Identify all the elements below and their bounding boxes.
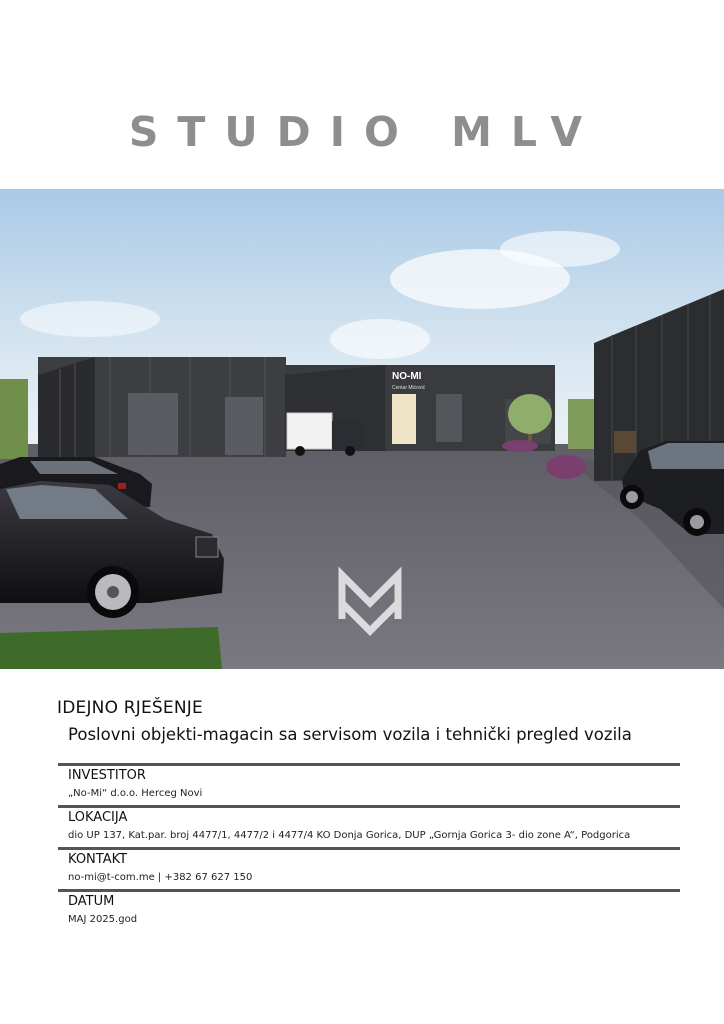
lawn — [0, 627, 222, 669]
datum-label: DATUM — [68, 894, 115, 909]
project-subtitle: Poslovni objekti-magacin sa servisom vozila i tehnički pregled vozila — [68, 725, 632, 744]
hedge — [0, 379, 28, 459]
svg-text:Centar Mićović: Centar Mićović — [392, 385, 426, 391]
building-sign: NO-MI — [392, 371, 422, 382]
divider — [58, 763, 680, 766]
divider — [58, 847, 680, 850]
kontakt-value: no-mi@t-com.me | +382 67 627 150 — [68, 872, 253, 883]
datum-value: MAJ 2025.god — [68, 914, 138, 925]
investitor-label: INVESTITOR — [68, 768, 146, 783]
warehouse-left — [38, 357, 286, 457]
studio-title: STUDIO MLV — [128, 108, 602, 156]
divider — [58, 805, 680, 808]
lokacija-label: LOKACIJA — [68, 810, 128, 825]
divider — [58, 889, 680, 892]
kontakt-label: KONTAKT — [68, 852, 128, 867]
project-heading: IDEJNO RJEŠENJE — [57, 698, 203, 718]
investitor-value: „No-Mi“ d.o.o. Herceg Novi — [68, 788, 203, 799]
architectural-render — [0, 189, 724, 669]
lokacija-value: dio UP 137, Kat.par. broj 4477/1, 4477/2 i 4477/4 KO Donja Gorica, DUP „Gornja Gorica 3- dio zone A“, Podgorica — [68, 830, 631, 841]
